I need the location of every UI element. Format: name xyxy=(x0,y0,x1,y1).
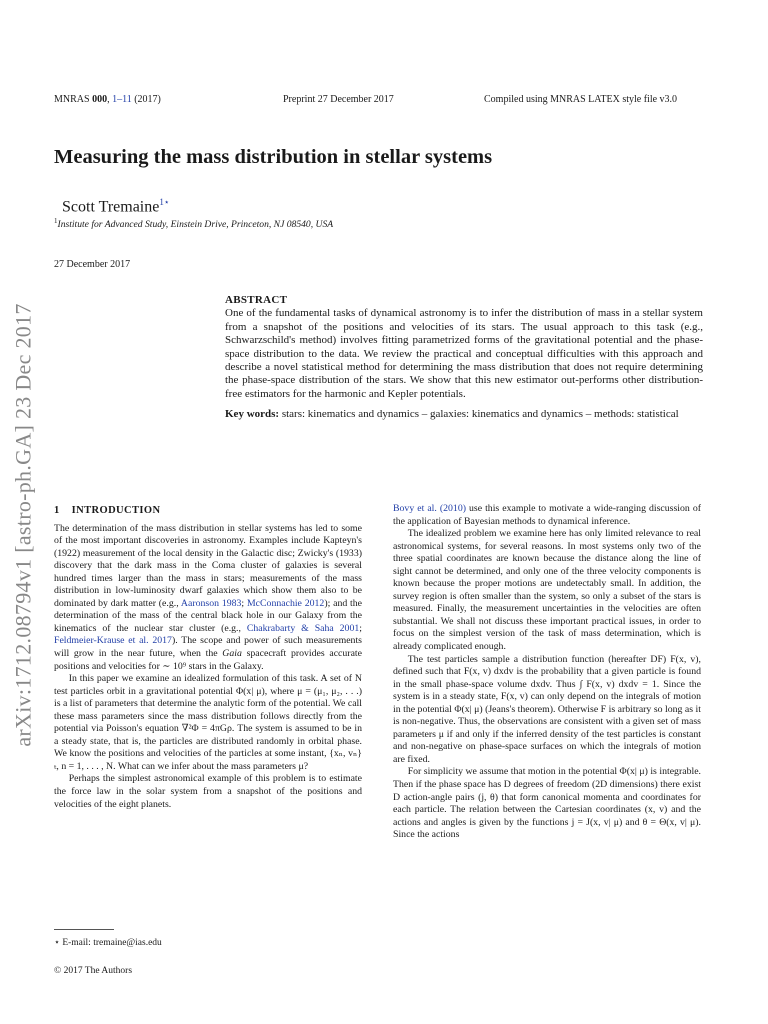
paper-date: 27 December 2017 xyxy=(54,259,131,270)
author-name: Scott Tremaine xyxy=(62,198,160,216)
section-heading xyxy=(54,505,362,518)
intro-paragraph-4 xyxy=(393,503,701,528)
keywords xyxy=(225,408,703,421)
section-title: INTRODUCTION xyxy=(71,505,161,516)
affiliation xyxy=(54,217,333,230)
section-number: 1 xyxy=(54,505,60,516)
arxiv-stamp xyxy=(4,292,44,757)
copyright: © 2017 The Authors xyxy=(54,966,133,976)
mission-name: Gaia xyxy=(222,648,242,660)
arxiv-id: arXiv:1712.08794v1 [astro-ph.GA] 23 Dec 2017 xyxy=(11,302,36,747)
text-run: ; xyxy=(359,622,362,634)
paper-title: Measuring the mass distribution in stellar systems xyxy=(54,146,493,168)
intro-paragraph-1 xyxy=(54,523,362,674)
right-column xyxy=(393,503,701,842)
intro-paragraph-7: For simplicity we assume that motion in the potential Φ(x| μ) is integrable. Then if the phase space has D degrees of freedom (2D dimensions) there exist D action-angle pairs (j, θ) that form canonical momenta and coordinates for each particle. The relation between the Cartesian coordinates (x, v) and the actions and angles is given by the functions j = J(x, v| μ) and θ = Θ(x, v| μ). Since the actions xyxy=(393,766,701,841)
left-column xyxy=(54,503,362,811)
text-run: ; xyxy=(241,597,247,609)
text-run: use this example to motivate a wide-ranging discussion of the application of Bayesian methods to dynamical inference. xyxy=(393,503,701,527)
journal-name: MNRAS xyxy=(54,94,90,105)
affiliation-mark: 1 xyxy=(54,217,58,225)
author-line xyxy=(62,197,169,216)
affiliation-text: Institute for Advanced Study, Einstein Drive, Princeton, NJ 08540, USA xyxy=(57,219,334,231)
keywords-label: Key words: xyxy=(225,408,280,421)
intro-paragraph-2: In this paper we examine an idealized formulation of this task. A set of N test particles orbit in a gravitational potential Φ(x| μ), where μ = (μ₁, μ₂, . . .) is a list of parameters that determine the analytic form of the potential. We call these mass parameters since the mass distribution follows directly from the potential via Poisson's equation ∇²Φ = 4πGρ. The system is assumed to be in a steady state, that is, the particles are distributed randomly in orbital phase. We know the positions and velocities of the particles at some instant, {xₙ, vₙ}ₜ, n = 1, . . . , N. What can we infer about the mass parameters μ? xyxy=(54,673,362,772)
abstract-block xyxy=(225,294,703,422)
text-run: The determination of the mass distribution in stellar systems has led to some of the most important discoveries in astronomy. Examples include Kapteyn's (1922) measurement of the local density in the Galactic disc; Zwicky's (1933) discovery that the dark mass in the Coma cluster of galaxies is several hundred times larger than the mass in stars; measurements of the mass distribution in low-luminosity dwarf galaxies which show them also to be dominated by dark matter (e.g., xyxy=(54,522,362,609)
text-run: ). The scope and power of such measurements will grow in the near future, when the xyxy=(54,635,362,660)
running-header-journal: MNRAS 000, 1–11 (2017) xyxy=(54,94,161,105)
text-run: spacecraft provides accurate positions and velocities for ∼ 10⁹ stars in the Galaxy. xyxy=(54,648,362,672)
citation-link[interactable]: Aaronson 1983 xyxy=(180,597,242,609)
abstract-text: One of the fundamental tasks of dynamical astronomy is to infer the distribution of mass in a stellar system from a snapshot of the positions and velocities of its stars. The usual approach to this task (e.g., Schwarzschild's method) involves fitting parametrized forms of the gravitational potential and the phase-space distribution to the data. We review the practical and conceptual difficulties with this approach and describe a novel statistical method for determining the mass distribution that does not require determining the phase-space distribution of the stars. We show that this new estimator out-performs other distribution-free estimators for the harmonic and Kepler potentials. xyxy=(225,307,703,400)
abstract-heading: ABSTRACT xyxy=(225,294,288,306)
compiled-note: Compiled using MNRAS LATEX style file v3.0 xyxy=(484,94,678,105)
intro-paragraph-3: Perhaps the simplest astronomical example of this problem is to estimate the force law in the solar system from a snapshot of the positions and velocities of the eight planets. xyxy=(54,773,362,810)
citation-link[interactable]: Chakrabarty & Saha 2001 xyxy=(246,622,360,634)
keywords-text: stars: kinematics and dynamics – galaxies: kinematics and dynamics – methods: statistical xyxy=(281,408,679,421)
journal-year: (2017) xyxy=(134,94,161,105)
footnote-email: ⋆ E-mail: tremaine@ias.edu xyxy=(54,938,162,948)
text-run: ); and the determination of the mass of the central black hole in our Galaxy from the kinematics of the nuclear star cluster (e.g., xyxy=(54,597,363,634)
citation-link[interactable]: Bovy et al. (2010) xyxy=(393,503,466,514)
intro-paragraph-6: The test particles sample a distribution function (hereafter DF) F(x, v), defined such that F(x, v) dxdv is the probability that a given particle is found in the small phase-space volume dxdv. Thus ∫ F(x, v) dxdv = 1. Since the system is in a steady state, F(x, v) can only depend on the integrals of motion in the potential Φ(x| μ) (Jeans's theorem). Otherwise F is arbitrary so long as it is non-negative. Thus, the observations are consistent with a given set of mass parameters μ if and only if the inferred density of the test particles is constant and non-negative on phase-space surfaces on which the integrals of motion are fixed. xyxy=(393,653,701,765)
page-range-link[interactable]: 1–11 xyxy=(112,94,132,105)
author-marks[interactable]: 1⋆ xyxy=(159,197,170,207)
preprint-date: Preprint 27 December 2017 xyxy=(283,94,394,105)
citation-link[interactable]: Feldmeier-Krause et al. 2017 xyxy=(54,635,172,647)
journal-volume: 000 xyxy=(92,94,108,105)
footnote-rule xyxy=(54,929,114,930)
intro-paragraph-5: The idealized problem we examine here has only limited relevance to real astronomical systems, for several reasons. In most systems only two of the three spatial coordinates are known because the distance along the line of sight cannot be determined, and only one of the three velocity components is known because the proper motions are undetectably small. In addition, the survey region is often smaller than the system, so only a subset of the stars is measured. Finally, the measurement uncertainties in the velocities are often substantial. We shall not discuss these important practical issues, in order to focus on the simplest version of the task of mass determination, which is already complicated enough. xyxy=(393,528,701,653)
citation-link[interactable]: McConnachie 2012 xyxy=(246,597,325,609)
